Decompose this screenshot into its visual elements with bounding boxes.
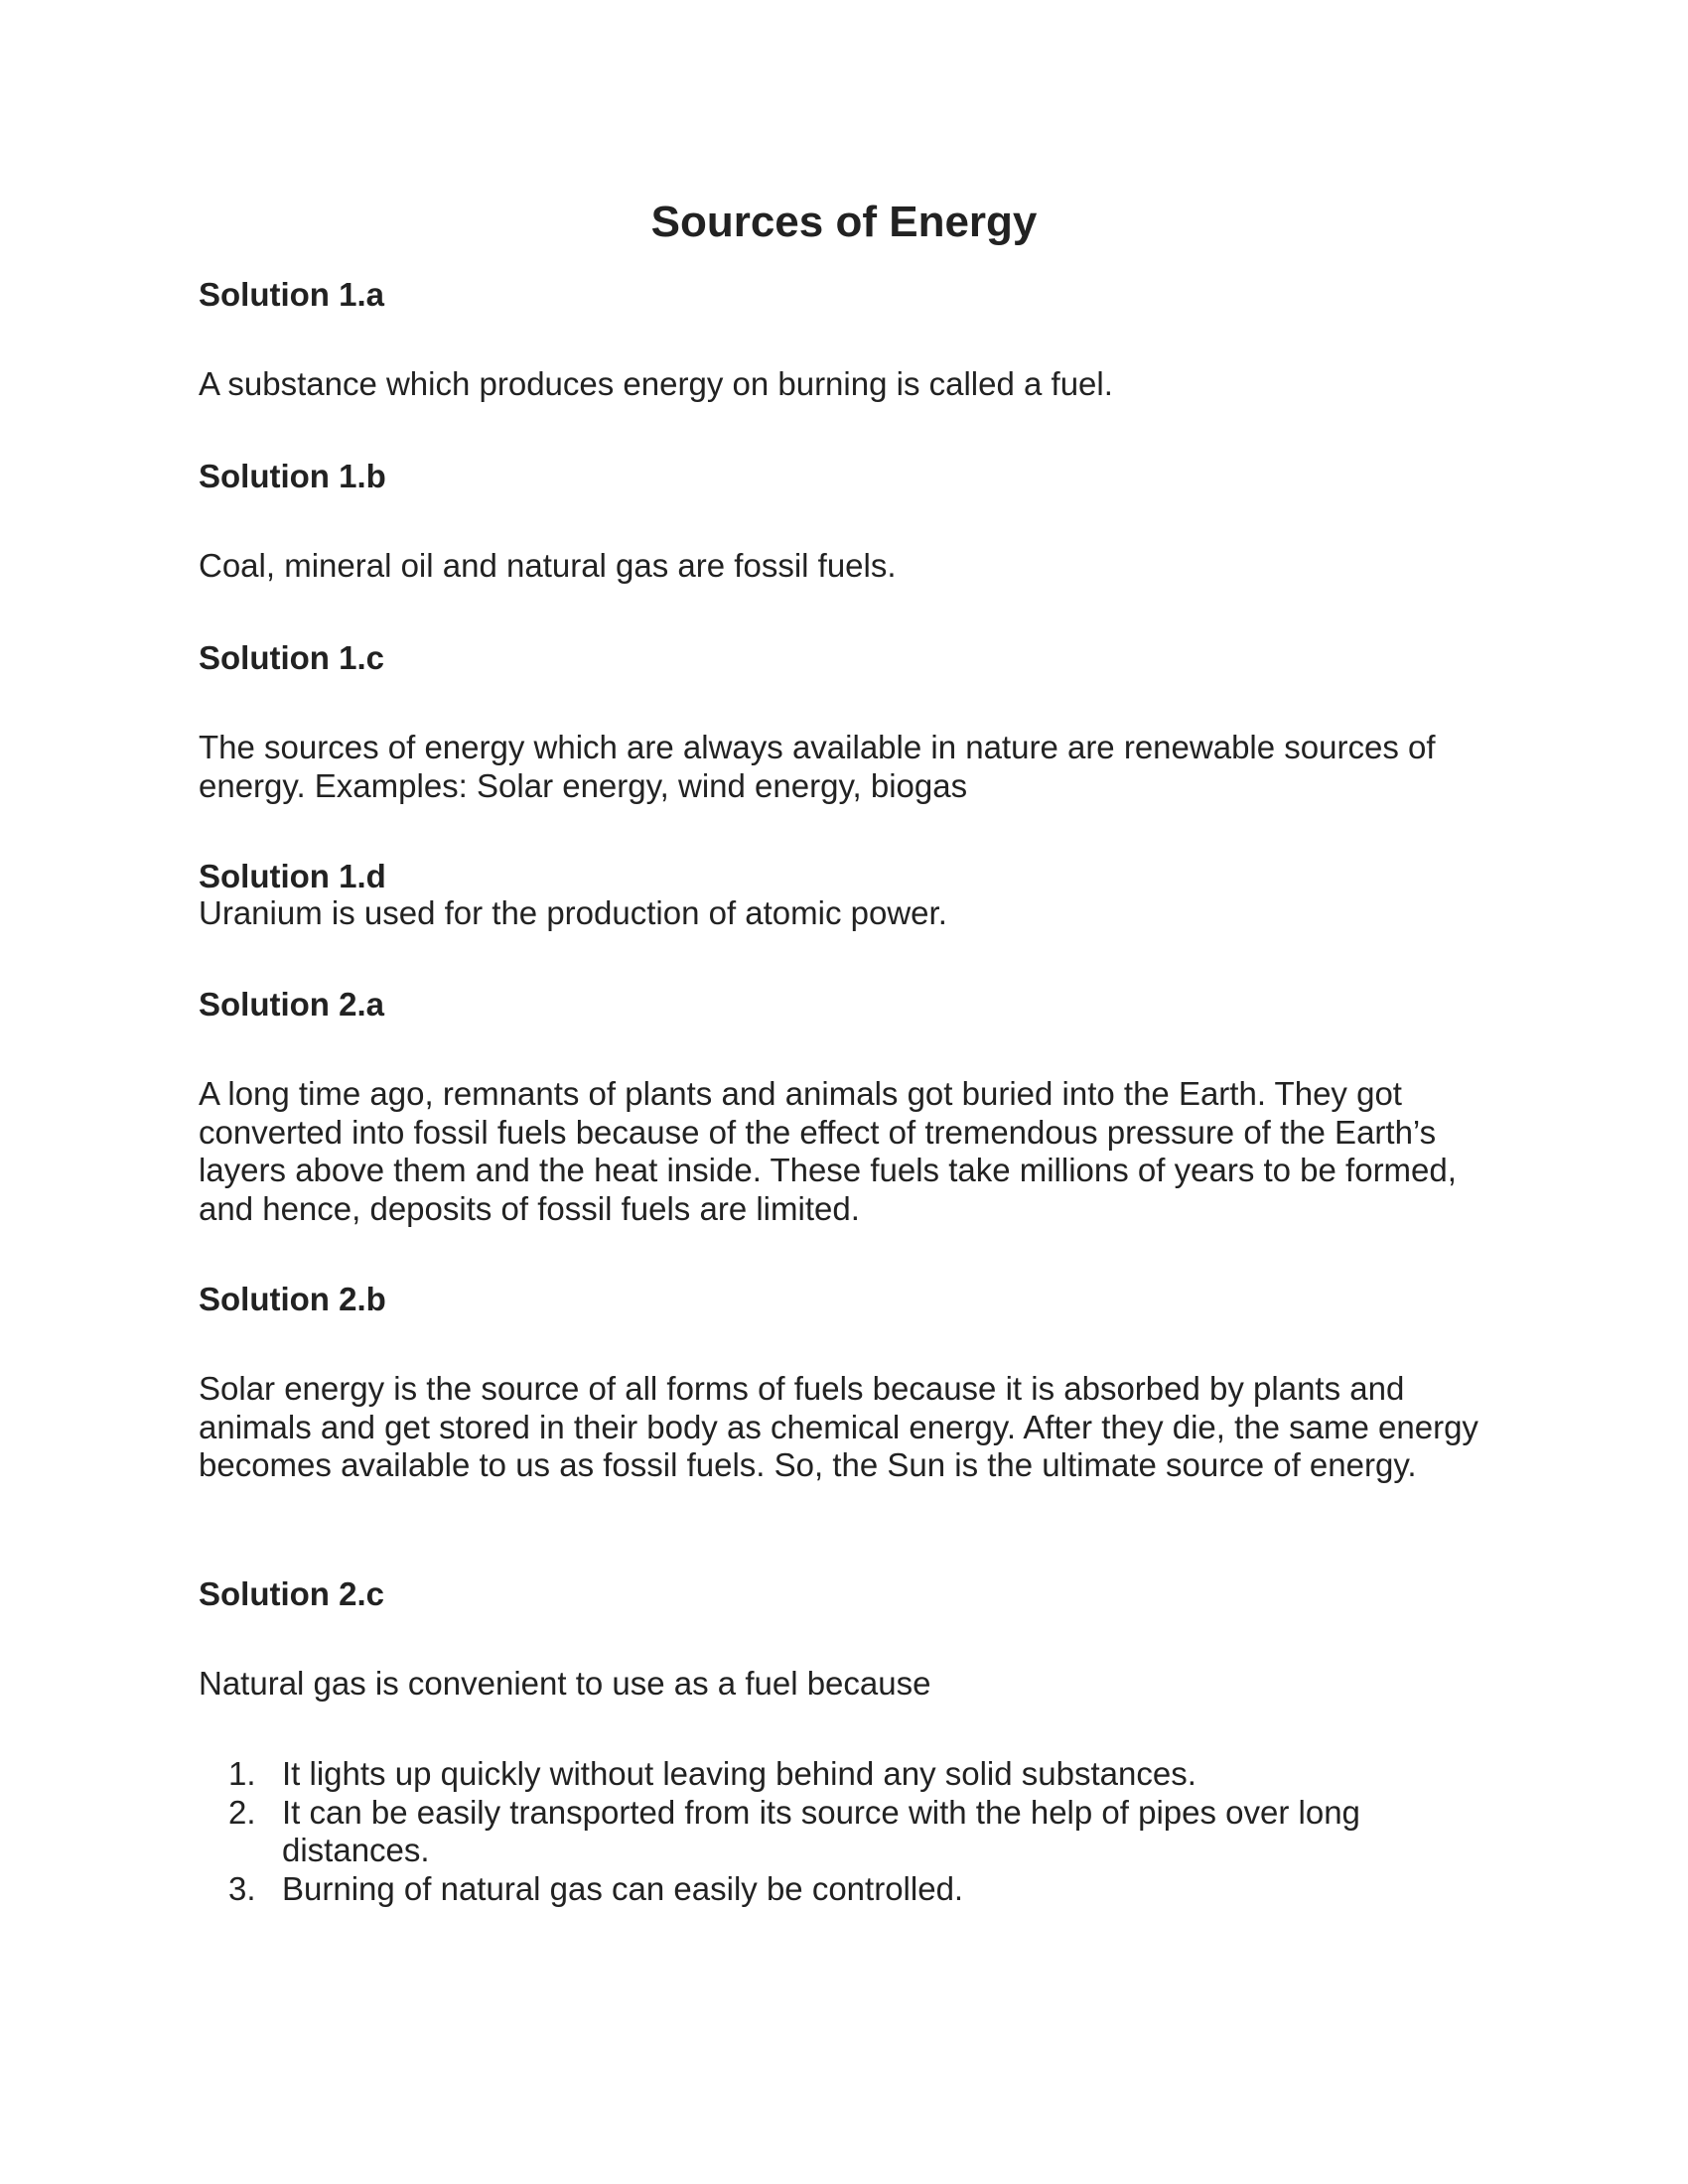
list-item bbox=[199, 1794, 1479, 1870]
solution-text: Solar energy is the source of all forms of fuels because it is absorbed by plants and animals and get stored in their body as chemical energy. After they die, the same energy becomes available to us as fossil fuels. So, the Sun is the ultimate source of energy. bbox=[199, 1370, 1478, 1483]
solution-heading: Solution 2.b bbox=[199, 1281, 386, 1317]
solution-text: Natural gas is convenient to use as a fuel because bbox=[199, 1665, 931, 1702]
solution-text: The sources of energy which are always available in nature are renewable sources of energy. Examples: Solar energy, wind energy, biogas bbox=[199, 729, 1436, 804]
solution-text: A long time ago, remnants of plants and animals got buried into the Earth. They got converted into fossil fuels because of the effect of tremendous pressure of the Earth’s layers above them and the heat inside. These fuels take millions of years to be formed, and hence, deposits of fossil fuels are limited. bbox=[199, 1075, 1457, 1227]
solution-text: Coal, mineral oil and natural gas are fossil fuels. bbox=[199, 547, 897, 584]
numbered-list bbox=[199, 1755, 1479, 1908]
list-item bbox=[199, 1755, 1479, 1794]
solution-text: A substance which produces energy on burning is called a fuel. bbox=[199, 365, 1113, 402]
list-item-text: Burning of natural gas can easily be controlled. bbox=[282, 1869, 964, 1907]
solution-heading: Solution 1.a bbox=[199, 276, 385, 313]
solution-text: Uranium is used for the production of atomic power. bbox=[199, 894, 947, 931]
solution-heading: Solution 1.b bbox=[199, 458, 386, 494]
page-title: Sources of Energy bbox=[650, 198, 1038, 246]
list-item-number: 1. bbox=[228, 1755, 256, 1792]
solution-heading: Solution 1.c bbox=[199, 639, 385, 676]
list-item-text: It can be easily transported from its source with the help of pipes over long distances. bbox=[282, 1793, 1360, 1868]
solution-heading: Solution 2.a bbox=[199, 986, 385, 1023]
solution-heading: Solution 1.d bbox=[199, 858, 386, 894]
list-item-number: 3. bbox=[228, 1869, 256, 1907]
list-item bbox=[199, 1870, 1479, 1909]
list-item-text: It lights up quickly without leaving behind any solid substances. bbox=[282, 1755, 1196, 1792]
solution-heading: Solution 2.c bbox=[199, 1575, 385, 1612]
list-item-number: 2. bbox=[228, 1793, 256, 1831]
